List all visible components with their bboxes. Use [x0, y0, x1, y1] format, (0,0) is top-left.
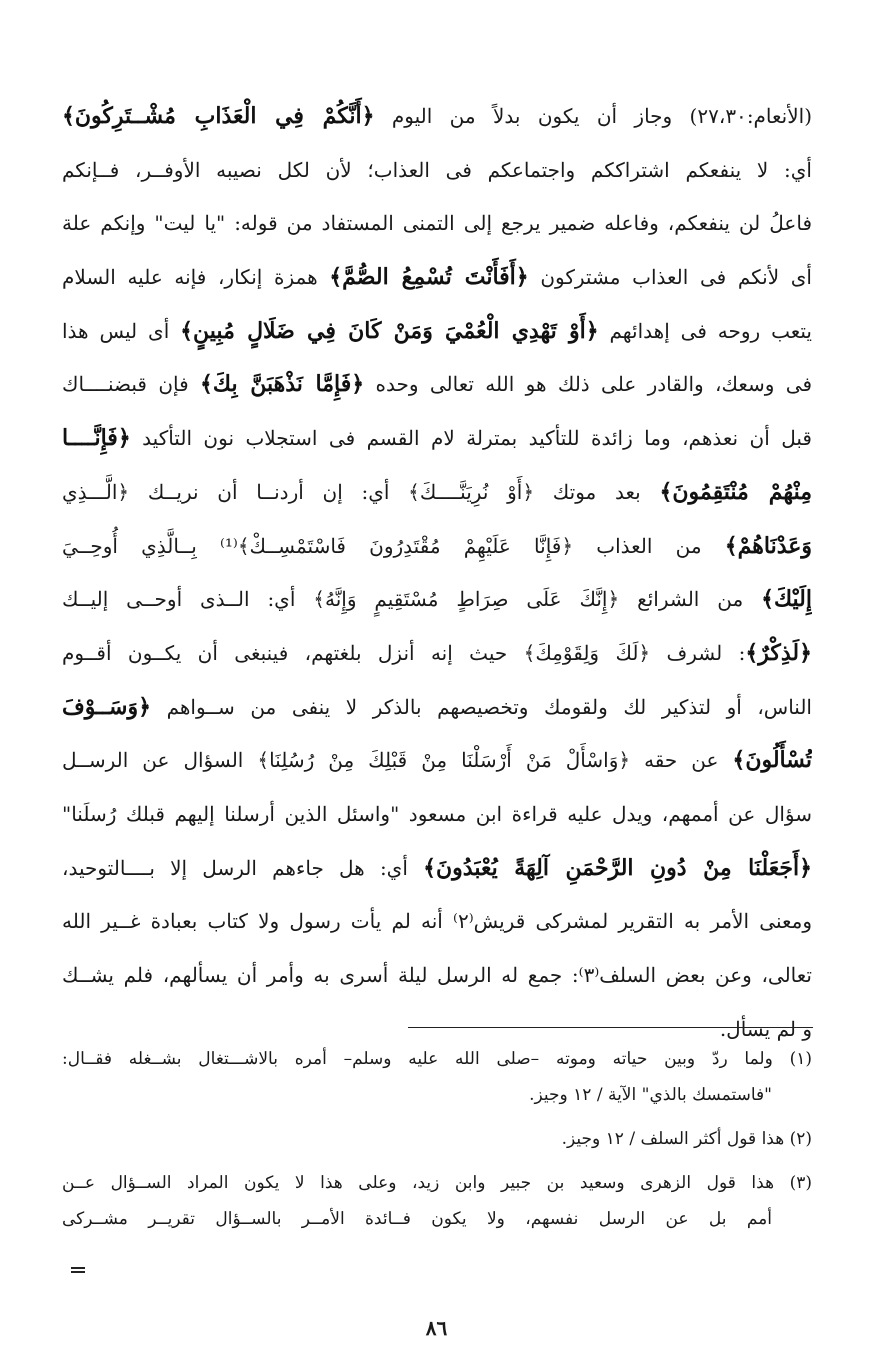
text-line [62, 144, 812, 198]
text-run: من العذاب ﴿فَإِنَّا عَلَيْهِمْ مُقْتَدِرُونَ فَاسْتَمْسِــكْ﴾⁽¹⁾ بِــالَّذِي أُوحِــيَ [62, 533, 725, 558]
text-run: همزة إنكار، فإنه عليه السلام [62, 265, 330, 290]
text-run: من الشرائع ﴿إِنَّكَ عَلَى صِرَاطٍ مُسْتَقِيمٍ وَإِنَّهُ﴾ أي: الــذى أوحــى إليــك [62, 587, 762, 612]
text-run: أي: هل جاءهم الرسل إلا بــــالتوحيد، [62, 855, 424, 880]
footnote-separator [408, 1027, 813, 1028]
text-run: سؤال عن أممهم، ويدل عليه قراءة ابن مسعود "واسئل الذين أرسلنا إليهم قبلك رُسلَنا" [62, 801, 812, 826]
text-run: : لشرف ﴿لَكَ وَلِقَوْمِكَ﴾ حيث إنه أنزل بلغتهم، فينبغى أن يكــون أقــوم [62, 640, 746, 665]
text-run: أى لأنكم فى العذاب مشتركون [528, 265, 812, 290]
text-run: قبل أن نعذهم، وما زائدة للتأكيد بمترلة لام القسم فى استجلاب نون التأكيد [130, 426, 812, 451]
quran-quote: ﴿أَفَأَنْتَ تُسْمِعُ الصُّمَّ﴾ [329, 264, 529, 291]
text-line [62, 466, 812, 520]
text-line [62, 573, 812, 627]
text-line [62, 788, 812, 842]
text-run: و لم يسأل. [719, 1016, 812, 1041]
text-line [62, 627, 812, 681]
quran-quote: ﴿أَجَعَلْنَا مِنْ دُونِ الرَّحْمَنِ آلِهَةً يُعْبَدُونَ﴾ [423, 854, 812, 881]
quran-quote: ﴿فَإِمَّا نَذْهَبَنَّ بِكَ﴾ [200, 371, 365, 398]
text-run: الناس، أو لتذكير لك ولقومك وتخصيصهم بالذكر لا ينفى من ســواهم [151, 694, 812, 719]
page-number: ٨٦ [425, 1316, 448, 1340]
text-line [62, 734, 812, 788]
text-run: يتعب روحه فى إهدائهم [598, 318, 812, 343]
text-line [62, 197, 812, 251]
text-line [62, 251, 812, 305]
main-text-block [62, 90, 812, 1056]
footnote-3: (٣) هذا قول الزهرى وسعيد بن جبير وابن زيد، وعلى هذا لا يكون المراد الســؤال عــن [62, 1173, 812, 1193]
quran-quote: مِنْهُمْ مُنْتَقِمُونَ﴾ [659, 478, 812, 505]
text-line [62, 842, 812, 896]
quran-quote: ﴿وَسَــوْفَ [62, 693, 152, 720]
quran-quote: وَعَدْنَاهُمْ﴾ [724, 532, 812, 559]
text-line [62, 681, 812, 735]
quran-quote: إِلَيْكَ﴾ [761, 586, 812, 613]
text-run: أي: لا ينفعكم اشتراككم واجتماعكم فى العذاب؛ لأن لكل نصيبه الأوفــر، فــإنكم [62, 157, 812, 182]
text-line [62, 949, 812, 1003]
quran-quote: ﴿لَذِكْرٌ﴾ [745, 639, 812, 666]
text-run: عن حقه ﴿وَاسْأَلْ مَنْ أَرْسَلْنَا مِنْ قَبْلِكَ مِنْ رُسُلِنَا﴾ السؤال عن الرســل [62, 748, 733, 773]
text-line [62, 358, 812, 412]
footnote-3-continuation: أمم بل عن الرسل نفسهم، ولا يكون فــائدة الأمــر بالســؤال تقريــر مشــركى [62, 1209, 772, 1229]
text-run: فى وسعك، والقادر على ذلك هو الله تعالى وحده [364, 372, 812, 397]
quran-quote: ﴿أَنَّكُمْ فِي الْعَذَابِ مُشْــتَرِكُونَ﴾ [62, 103, 375, 129]
footnote-1: (١) ولما ردّ وبين حياته وموته –صلى الله عليه وسلم– أمره بالاشـــتغال بشــغله فقــال: [62, 1049, 812, 1069]
text-run: (الأنعام:٢٧،٣٠) وجاز أن يكون بدلاً من اليوم [374, 104, 812, 128]
text-run: بعد موتك ﴿أَوْ نُرِيَنَّــــكَ﴾ أي: إن أردنــا أن نريــك ﴿الَّـــذِي [62, 479, 660, 504]
text-run: ومعنى الأمر به التقرير لمشركى قريش⁽٢⁾ أنه لم يأت رسول ولا كتاب بعبادة غــير الله [62, 909, 812, 934]
text-run: فإن قبضنــــاك [62, 372, 201, 397]
text-line [62, 305, 812, 359]
text-line [62, 520, 812, 574]
text-line [62, 412, 812, 466]
footnote-1-continuation: "فاستمسك بالذي" الآية / ١٢ وجيز. [529, 1085, 772, 1105]
footnote-2: (٢) هذا قول أكثر السلف / ١٢ وجيز. [561, 1129, 812, 1149]
text-line [62, 90, 812, 144]
quran-quote: ﴿فَإِنَّــــا [62, 425, 131, 452]
continuation-mark [71, 1267, 85, 1275]
text-run: تعالى، وعن بعض السلف⁽٣⁾: جمع له الرسل ليلة أسرى به وأمر أن يسألهم، فلم يشــك [62, 963, 812, 987]
text-run: فاعلُ لن ينفعكم، وفاعله ضمير يرجع إلى التمنى المستفاد من قوله: "يا ليت" وإنكم علة [62, 211, 812, 236]
text-run: أى ليس هذا [62, 318, 181, 343]
quran-quote: ﴿أَوْ تَهْدِي الْعُمْيَ وَمَنْ كَانَ فِي ضَلَالٍ مُبِينٍ﴾ [180, 317, 599, 344]
text-line [62, 895, 812, 949]
footnotes-block [62, 1041, 812, 1237]
quran-quote: تُسْأَلُونَ﴾ [732, 747, 812, 774]
